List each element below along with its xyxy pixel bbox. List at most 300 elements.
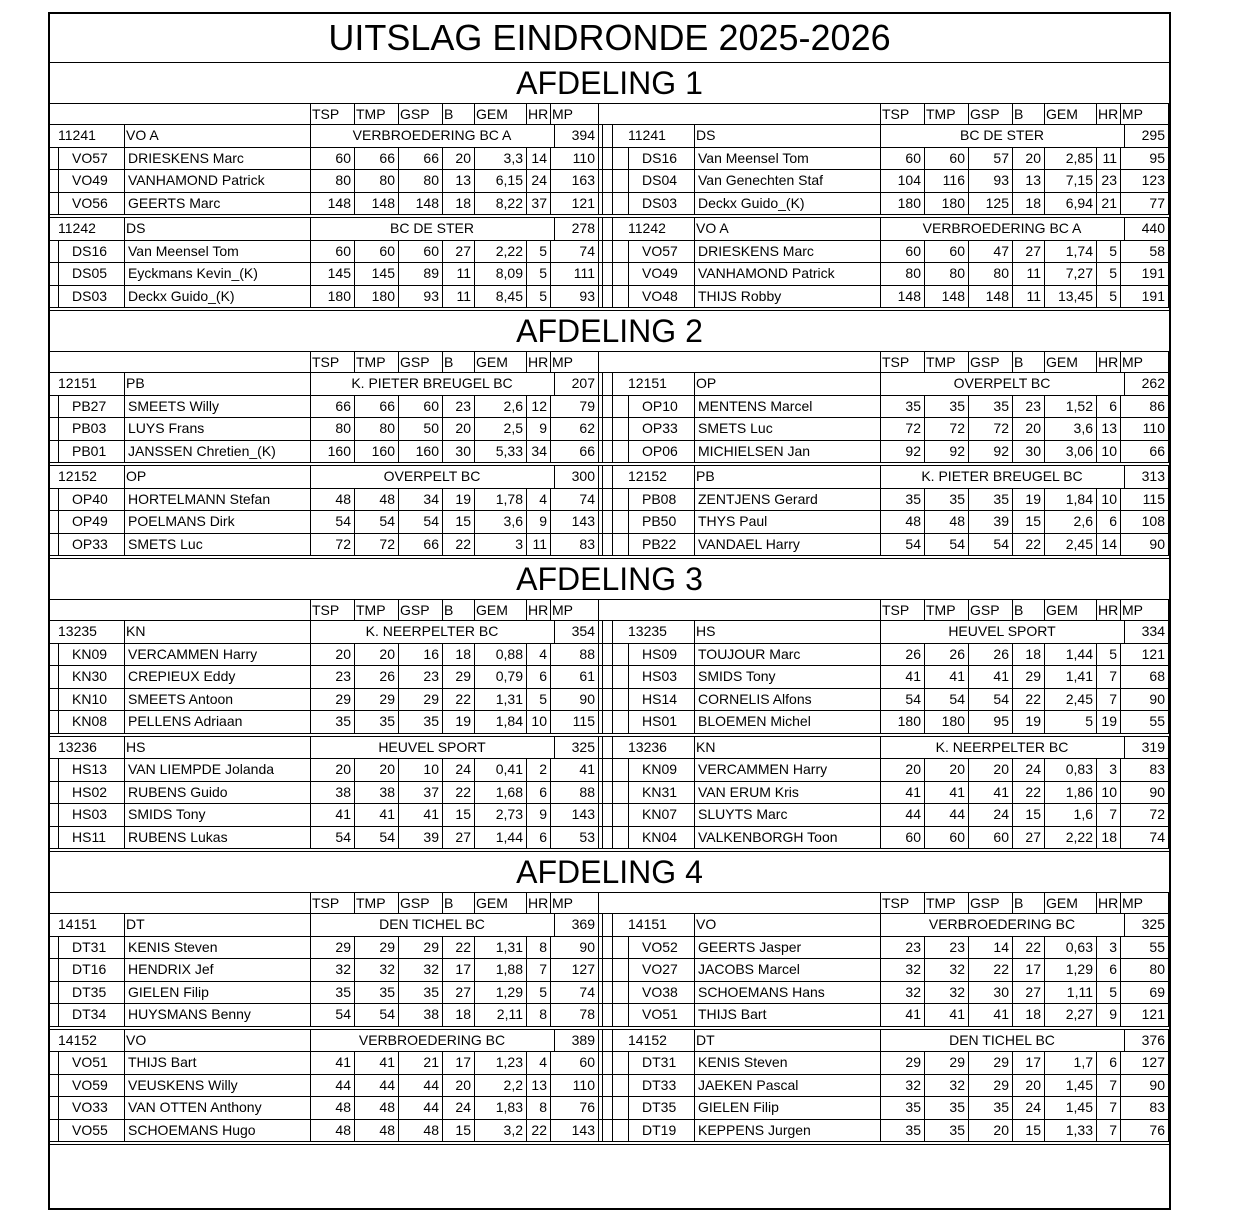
stat-mp: 115: [1142, 490, 1165, 507]
grid-line: [1120, 240, 1121, 308]
player-row: [620, 826, 1169, 848]
player-code: PB01: [72, 442, 107, 459]
stat-hr: 5: [539, 287, 547, 304]
stat-b: 22: [455, 938, 471, 955]
team-code: DS: [696, 127, 716, 143]
stat-hr: 10: [1101, 490, 1117, 507]
stat-hr: 11: [1102, 149, 1117, 166]
stat-tsp: 148: [327, 194, 351, 211]
stat-gsp: 37: [423, 783, 439, 800]
stat-b: 15: [455, 513, 471, 529]
grid-line: [694, 913, 695, 1026]
stat-gsp: 35: [993, 397, 1009, 414]
stat-tsp: 160: [327, 442, 351, 459]
player-row: [50, 1119, 599, 1141]
match-code: 11241: [58, 127, 96, 143]
grid-line: [554, 913, 555, 936]
stat-gsp: 66: [423, 535, 439, 552]
player-name: VEUSKENS Willy: [128, 1076, 238, 1093]
stat-tmp: 20: [379, 761, 395, 777]
stat-mp: 83: [579, 535, 595, 552]
column-header-row: [620, 893, 1169, 913]
stat-gsp: 80: [423, 172, 439, 188]
stat-tmp: 72: [379, 535, 395, 552]
row-divider: [50, 510, 1169, 511]
grid-line: [124, 913, 125, 1026]
column-header: TMP: [926, 354, 956, 370]
player-row: [50, 1003, 599, 1025]
stat-mp: 88: [579, 783, 595, 800]
stat-gem: 1,84: [495, 713, 523, 729]
stat-tsp: 180: [897, 713, 921, 729]
stat-gsp: 14: [993, 938, 1009, 955]
stat-tsp: 48: [335, 1099, 351, 1115]
grid-line: [628, 395, 629, 463]
column-header: GEM: [476, 106, 508, 122]
player-name: Van Meensel Tom: [698, 149, 809, 166]
stat-gsp: 30: [993, 983, 1009, 1000]
stat-gem: 3,3: [503, 149, 523, 166]
player-code: HS14: [642, 690, 678, 707]
stat-mp: 110: [1142, 420, 1165, 436]
grid-line: [310, 620, 311, 733]
player-code: KN08: [72, 713, 108, 729]
stat-hr: 5: [1109, 242, 1117, 259]
grid-line: [1120, 147, 1121, 215]
stat-b: 19: [455, 490, 471, 507]
stat-gsp: 92: [993, 442, 1009, 459]
stat-mp: 127: [571, 961, 595, 977]
club-name: K. PIETER BREUGEL BC: [921, 468, 1083, 484]
column-header: B: [444, 895, 454, 911]
stat-tmp: 35: [379, 983, 395, 1000]
team-header-row: [620, 736, 1169, 758]
team-header-row: [620, 465, 1169, 487]
grid-line: [1012, 488, 1013, 556]
stat-hr: 3: [1109, 761, 1117, 777]
grid-line: [354, 488, 355, 556]
player-name: THIJS Robby: [698, 287, 782, 304]
stat-b: 22: [455, 690, 471, 707]
stat-mp: 121: [1141, 645, 1165, 662]
grid-line: [694, 736, 695, 849]
player-code: VO56: [72, 194, 108, 211]
stat-tsp: 32: [905, 961, 921, 977]
stat-tmp: 148: [941, 287, 965, 304]
stat-hr: 8: [539, 1006, 547, 1022]
player-code: VO57: [72, 149, 108, 166]
team-code: VO: [126, 1031, 147, 1048]
stat-gsp: 20: [993, 761, 1009, 777]
grid-line: [924, 147, 925, 215]
grid-line: [1168, 736, 1169, 849]
row-divider: [50, 1051, 1169, 1052]
stat-hr: 11: [532, 535, 547, 552]
stat-gsp: 29: [423, 938, 439, 955]
column-header: HR: [1098, 354, 1119, 370]
column-header: GSP: [970, 106, 1000, 122]
stat-gem: 2,45: [1065, 690, 1093, 707]
player-row: [50, 169, 599, 191]
stat-b: 27: [455, 828, 471, 845]
player-code: DS16: [642, 149, 678, 166]
stat-tmp: 145: [371, 265, 395, 281]
team-total: 334: [1141, 623, 1165, 639]
grid-line: [398, 395, 399, 463]
team-header-row: [50, 465, 599, 487]
grid-line: [310, 1029, 311, 1142]
stat-tmp: 180: [371, 287, 395, 304]
grid-line: [968, 395, 969, 463]
team-total: 354: [571, 623, 595, 639]
player-name: SLUYTS Marc: [698, 806, 788, 822]
column-header: TMP: [356, 602, 386, 618]
match-code: 13236: [58, 738, 97, 755]
player-row: [50, 1074, 599, 1096]
player-name: VAN ERUM Kris: [698, 783, 799, 800]
stat-gsp: 35: [993, 1099, 1009, 1115]
stat-gsp: 16: [423, 645, 439, 662]
team-total: 394: [571, 127, 595, 143]
stat-gsp: 41: [423, 806, 439, 822]
stat-hr: 9: [539, 806, 547, 822]
stat-b: 17: [455, 1054, 471, 1070]
grid-line: [968, 147, 969, 215]
match-code: 13235: [58, 623, 97, 639]
stat-gsp: 41: [993, 1006, 1009, 1022]
match-block-left: [50, 736, 599, 849]
player-name: CORNELIS Alfons: [698, 690, 812, 707]
team-code: HS: [126, 738, 146, 755]
stat-tmp: 20: [949, 761, 965, 777]
stat-gem: 1,11: [1066, 983, 1093, 1000]
stat-mp: 74: [579, 983, 595, 1000]
player-code: HS01: [642, 713, 678, 729]
player-name: DRIESKENS Marc: [128, 149, 244, 166]
stat-gsp: 148: [985, 287, 1009, 304]
results-sheet: [48, 12, 1171, 1210]
stat-mp: 127: [1141, 1054, 1165, 1070]
stat-b: 22: [1025, 535, 1041, 552]
grid-line: [968, 240, 969, 308]
player-code: HS03: [72, 806, 108, 822]
match-block-right: [620, 736, 1169, 849]
player-code: VO52: [642, 938, 678, 955]
stat-mp: 110: [572, 149, 595, 166]
stat-gsp: 95: [993, 713, 1009, 729]
column-header: TSP: [312, 106, 340, 122]
grid-line: [354, 240, 355, 308]
stat-mp: 72: [1149, 806, 1165, 822]
stat-mp: 121: [571, 194, 595, 211]
grid-line: [880, 913, 881, 1026]
stat-b: 20: [1025, 1076, 1041, 1093]
player-name: BLOEMEN Michel: [698, 713, 811, 729]
player-name: KENIS Steven: [698, 1054, 788, 1070]
player-row: [620, 395, 1169, 417]
grid-line: [598, 1029, 599, 1142]
column-header-row: [620, 104, 1169, 124]
column-header: TSP: [882, 602, 910, 618]
player-row: [50, 147, 599, 169]
player-row: [50, 510, 599, 532]
stat-mp: 90: [1149, 1076, 1165, 1093]
stat-mp: 191: [1141, 265, 1165, 281]
team-header-row: [620, 1029, 1169, 1051]
stat-hr: 4: [539, 1054, 547, 1070]
stat-gsp: 20: [993, 1121, 1009, 1138]
stat-b: 15: [455, 806, 471, 822]
stat-b: 18: [1025, 645, 1041, 662]
player-name: HORTELMANN Stefan: [128, 490, 271, 507]
stat-mp: 90: [1149, 690, 1165, 707]
stat-tsp: 32: [905, 1076, 921, 1093]
club-name: HEUVEL SPORT: [948, 623, 1056, 639]
stat-tsp: 145: [327, 265, 351, 281]
team-total: 389: [571, 1031, 595, 1048]
stat-b: 18: [1025, 194, 1041, 211]
player-row: [50, 826, 599, 848]
club-name: OVERPELT BC: [383, 468, 481, 484]
column-header: MP: [1122, 354, 1143, 370]
stat-b: 23: [455, 397, 471, 414]
stat-gem: 1,78: [495, 490, 523, 507]
stat-hr: 7: [1109, 1121, 1117, 1138]
stat-b: 20: [1025, 149, 1041, 166]
player-code: DT35: [642, 1099, 677, 1115]
stat-hr: 5: [539, 690, 547, 707]
player-row: [620, 533, 1169, 555]
player-row: [620, 803, 1169, 825]
player-code: KN04: [642, 828, 678, 845]
stat-mp: 79: [579, 397, 595, 414]
player-name: VANHAMOND Patrick: [128, 172, 265, 188]
grid-line: [1168, 620, 1169, 733]
column-header: HR: [528, 106, 549, 122]
player-code: HS09: [642, 645, 678, 662]
stat-mp: 93: [579, 287, 595, 304]
player-name: GEERTS Jasper: [698, 938, 802, 955]
player-code: DT35: [72, 983, 107, 1000]
grid-line: [398, 147, 399, 215]
player-row: [50, 803, 599, 825]
player-code: OP49: [72, 513, 108, 529]
stat-hr: 4: [539, 490, 547, 507]
player-row: [620, 758, 1169, 780]
club-name: BC DE STER: [959, 127, 1044, 143]
stat-tsp: 35: [905, 1121, 921, 1138]
column-header-row: [50, 104, 599, 124]
stat-gem: 1,44: [1065, 645, 1093, 662]
match-code: 14151: [58, 916, 97, 932]
player-name: LUYS Frans: [128, 420, 205, 436]
match-code: 12152: [628, 468, 667, 484]
column-header: MP: [1122, 602, 1143, 618]
stat-b: 23: [1025, 397, 1041, 414]
grid-line: [310, 736, 311, 849]
stat-tmp: 92: [949, 442, 965, 459]
grid-line: [474, 488, 475, 556]
stat-gsp: 125: [985, 194, 1009, 211]
player-row: [620, 440, 1169, 462]
club-name: DEN TICHEL BC: [949, 1031, 1055, 1048]
stat-tmp: 35: [949, 490, 965, 507]
team-total: 278: [571, 220, 595, 236]
row-divider: [50, 285, 1169, 286]
stat-mp: 74: [1149, 828, 1165, 845]
player-row: [620, 488, 1169, 510]
player-row: [50, 688, 599, 710]
row-divider: [50, 262, 1169, 263]
player-code: VO51: [642, 1006, 678, 1022]
stat-b: 13: [1025, 172, 1041, 188]
grid-line: [310, 913, 311, 1026]
stat-b: 17: [1025, 1054, 1041, 1070]
team-header-row: [620, 913, 1169, 935]
stat-gem: 0,83: [1065, 761, 1093, 777]
club-name: VERBROEDERING BC A: [352, 127, 512, 143]
stat-mp: 88: [579, 645, 595, 662]
column-header: TSP: [882, 354, 910, 370]
column-header: B: [1014, 895, 1024, 911]
grid-line: [612, 620, 613, 733]
stat-gsp: 44: [423, 1099, 439, 1115]
stat-tsp: 35: [335, 713, 351, 729]
stat-hr: 5: [1109, 983, 1117, 1000]
stat-tsp: 80: [335, 172, 351, 188]
stat-b: 20: [455, 1076, 471, 1093]
stat-b: 18: [455, 1006, 471, 1022]
stat-tsp: 60: [335, 149, 351, 166]
column-header: GSP: [970, 602, 1000, 618]
stat-hr: 6: [1109, 961, 1117, 977]
stat-tmp: 29: [379, 938, 395, 955]
stat-gsp: 57: [993, 149, 1009, 166]
stat-gsp: 39: [993, 513, 1009, 529]
stat-hr: 9: [539, 513, 547, 529]
stat-mp: 69: [1149, 983, 1165, 1000]
column-header: B: [444, 354, 454, 370]
row-divider: [50, 981, 1169, 982]
grid-line: [1096, 147, 1097, 215]
stat-gem: 6,94: [1065, 194, 1093, 211]
stat-hr: 18: [1101, 828, 1117, 845]
stat-gem: 3,6: [1073, 420, 1093, 436]
team-code: PB: [126, 375, 145, 391]
grid-line: [924, 240, 925, 308]
stat-tsp: 80: [905, 265, 921, 281]
stat-gem: 2,6: [1073, 513, 1093, 529]
row-divider: [50, 665, 1169, 666]
team-code: PB: [696, 468, 715, 484]
grid-line: [1096, 488, 1097, 556]
stat-tsp: 54: [335, 513, 351, 529]
grid-line: [612, 913, 613, 1026]
player-code: OP33: [72, 535, 108, 552]
stat-hr: 7: [1109, 668, 1117, 684]
stat-gsp: 54: [423, 513, 439, 529]
stat-tsp: 20: [905, 761, 921, 777]
stat-mp: 83: [1149, 761, 1165, 777]
player-code: DT19: [642, 1121, 677, 1138]
stat-mp: 163: [571, 172, 595, 188]
team-code: KN: [126, 623, 146, 639]
stat-gsp: 38: [423, 1006, 439, 1022]
stat-b: 27: [455, 983, 471, 1000]
grid-line: [1168, 1029, 1169, 1142]
player-code: OP33: [642, 420, 678, 436]
player-code: KN30: [72, 668, 108, 684]
stat-mp: 90: [579, 938, 595, 955]
stat-tmp: 35: [949, 1121, 965, 1138]
stat-tsp: 20: [335, 645, 351, 662]
stat-b: 18: [455, 645, 471, 662]
row-divider: [50, 533, 1169, 534]
team-total: 295: [1141, 127, 1165, 143]
stat-gsp: 60: [423, 397, 439, 414]
team-header-row: [620, 124, 1169, 146]
grid-line: [442, 240, 443, 308]
stat-tmp: 29: [949, 1054, 965, 1070]
stat-tmp: 41: [949, 783, 965, 800]
player-name: VANHAMOND Patrick: [698, 265, 835, 281]
stat-gem: 1,68: [495, 783, 523, 800]
column-header: GEM: [1046, 106, 1078, 122]
stat-mp: 143: [571, 806, 595, 822]
stat-gsp: 35: [423, 713, 439, 729]
player-row: [620, 1119, 1169, 1141]
grid-line: [354, 395, 355, 463]
stat-hr: 10: [531, 713, 547, 729]
section-title: AFDELING 1: [516, 65, 703, 101]
grid-line: [602, 736, 603, 849]
column-header: GSP: [400, 106, 430, 122]
grid-line: [612, 1029, 613, 1142]
player-name: MENTENS Marcel: [698, 397, 813, 414]
column-header: HR: [528, 895, 549, 911]
column-header: TMP: [926, 895, 956, 911]
match-block-right: [620, 620, 1169, 733]
column-header: GEM: [1046, 895, 1078, 911]
player-row: [50, 981, 599, 1003]
grid-line: [1168, 913, 1169, 1026]
stat-tmp: 32: [949, 983, 965, 1000]
team-total: 319: [1141, 738, 1165, 755]
stat-mp: 123: [1141, 172, 1165, 188]
player-name: JACOBS Marcel: [698, 961, 800, 977]
stat-tmp: 54: [379, 828, 395, 845]
player-name: MICHIELSEN Jan: [698, 442, 811, 459]
player-code: KN09: [72, 645, 108, 662]
stat-mp: 60: [579, 1054, 595, 1070]
stat-gem: 1,52: [1065, 397, 1093, 414]
player-row: [50, 395, 599, 417]
stat-gem: 1,6: [1073, 806, 1093, 822]
stat-gem: 2,22: [1065, 828, 1093, 845]
stat-tmp: 35: [949, 1099, 965, 1115]
stat-mp: 53: [579, 828, 595, 845]
player-name: THIJS Bart: [128, 1054, 197, 1070]
team-header-row: [620, 217, 1169, 239]
player-row: [50, 758, 599, 780]
stat-hr: 12: [531, 397, 547, 414]
stat-b: 17: [455, 961, 471, 977]
stat-hr: 2: [539, 761, 547, 777]
stat-tmp: 44: [379, 1076, 395, 1093]
stat-tmp: 41: [949, 1006, 965, 1022]
player-row: [620, 936, 1169, 958]
stat-gsp: 160: [415, 442, 439, 459]
